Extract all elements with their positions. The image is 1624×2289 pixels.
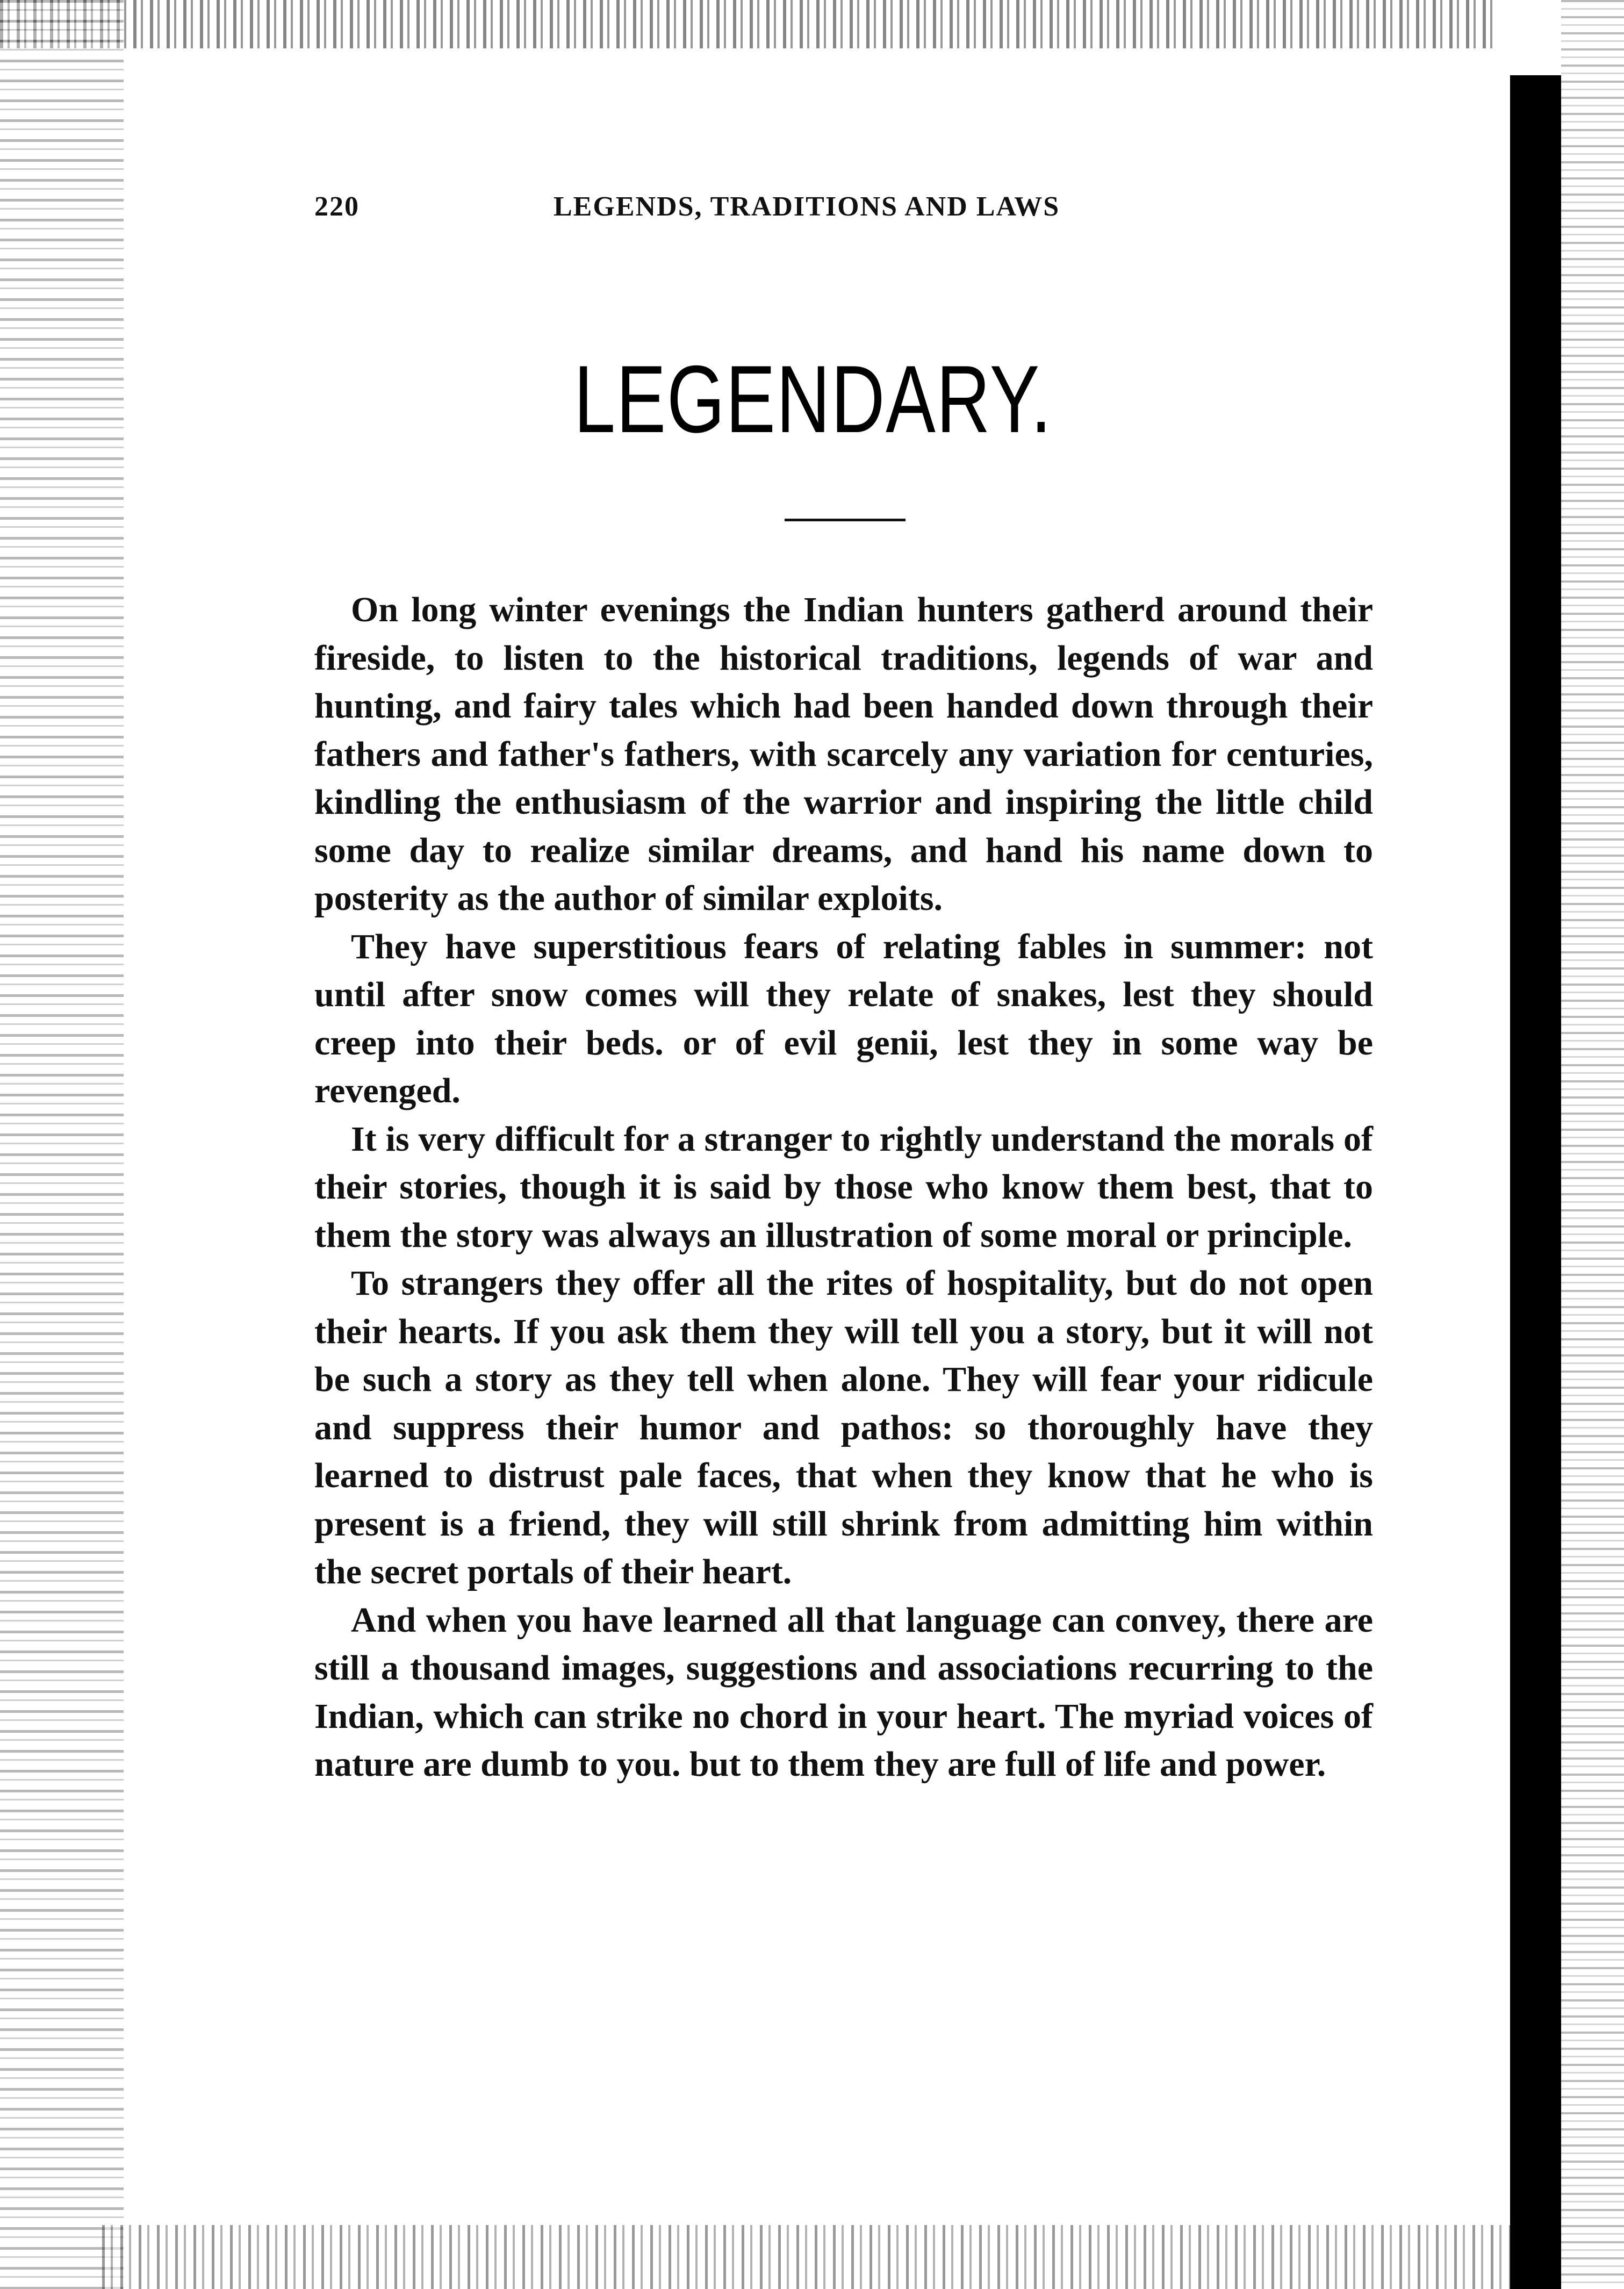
- chapter-heading: LEGENDARY.: [573, 346, 1053, 453]
- paragraph: And when you have learned all that language can convey, there are still a thousand images, suggestions and associations recurring to the Indian, which can strike no chord in your heart. The myriad voices of nature are dumb to you. but to them they are full of life and power.: [314, 1600, 1373, 1784]
- scan-edge-top: [0, 0, 1499, 48]
- book-spine-shadow: [1510, 75, 1561, 2289]
- scan-edge-bottom: [102, 2225, 1548, 2289]
- paragraph: To strangers they offer all the rites of hospitality, but do not open their hearts. If you ask them they will tell you a story, but it will not be such a story as they tell when alone. They will fear your ridicule and suppress their humor and pathos: so thoroughly have they learned to distrust pale faces, that when they know that he who is present is a friend, they will still shrink from admitting him within the secret portals of their heart.: [314, 1264, 1373, 1591]
- scan-edge-right: [1561, 0, 1624, 2289]
- scan-edge-left: [0, 0, 124, 2289]
- running-title: LEGENDS, TRADITIONS AND LAWS: [554, 191, 1060, 222]
- page-number: 220: [314, 191, 360, 222]
- paragraph: It is very difficult for a stranger to rightly understand the morals of their stories, though it is said by those who know them best, that to them the story was always an illustration of some moral or principle.: [314, 1119, 1373, 1255]
- heading-rule: [785, 519, 906, 521]
- paragraph: On long winter evenings the Indian hunters gatherd around their fireside, to listen to the historical traditions, legends of war and hunting, and fairy tales which had been handed down through their fathers and father's fathers, with scarcely any variation for centuries, kindling the enthusiasm of the warrior and inspiring the little child some day to realize similar dreams, and hand his name down to posterity as the author of similar exploits.: [314, 590, 1373, 918]
- running-head: [314, 191, 1282, 228]
- body-text: [314, 586, 1373, 1789]
- paragraph: They have superstitious fears of relating fables in summer: not until after snow comes will they relate of snakes, lest they should creep into their beds. or of evil genii, lest they in some way be revenged.: [314, 927, 1373, 1110]
